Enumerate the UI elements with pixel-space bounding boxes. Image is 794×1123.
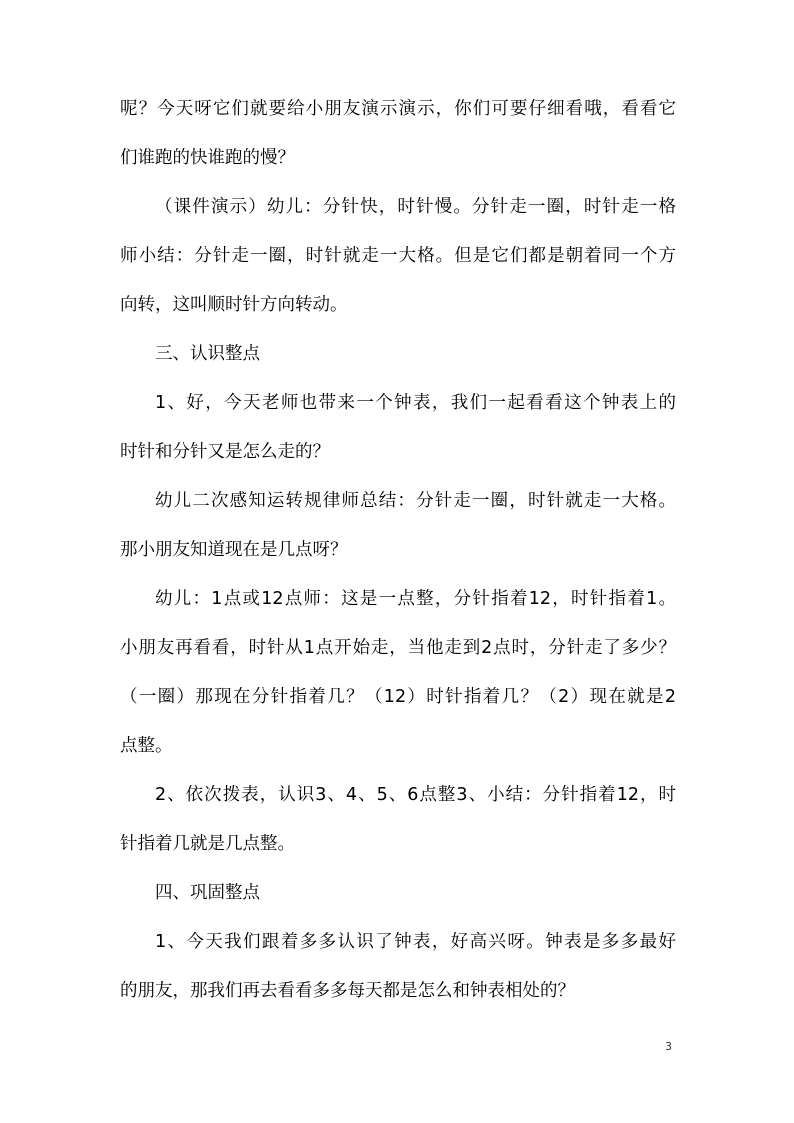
paragraph-line: 时针和分针又是怎么走的？ <box>120 442 330 462</box>
paragraph-line: 的朋友，那我们再去看看多多每天都是怎么和钟表相处的？ <box>120 981 575 1001</box>
paragraph-line: 1、今天我们跟着多多认识了钟表，好高兴呀。钟表是多多最好 <box>155 932 676 952</box>
paragraph-line: 那小朋友知道现在是几点呀？ <box>120 540 348 560</box>
page-number: 3 <box>665 1040 672 1053</box>
paragraph-line: 2、依次拨表，认识3、4、5、6点整3、小结：分针指着12，时 <box>155 785 676 805</box>
paragraph-line: 师小结：分针走一圈，时针就走一大格。但是它们都是朝着同一个方 <box>120 246 676 266</box>
paragraph-line: 点整。 <box>120 736 173 756</box>
paragraph-line: 向转，这叫顺时针方向转动。 <box>120 295 348 315</box>
paragraph-line: 们谁跑的快谁跑的慢？ <box>120 148 295 168</box>
paragraph-line: 小朋友再看看，时针从1点开始走，当他走到2点时，分针走了多少？ <box>120 638 676 658</box>
paragraph-line: 幼儿二次感知运转规律师总结：分针走一圈，时针就走一大格。 <box>155 491 676 511</box>
section-heading: 四、巩固整点 <box>155 883 260 903</box>
section-heading: 三、认识整点 <box>155 344 260 364</box>
paragraph-line: 针指着几就是几点整。 <box>120 834 295 854</box>
paragraph-line: （一圈）那现在分针指着几？（12）时针指着几？（2）现在就是2 <box>120 687 676 707</box>
paragraph-line: 1、好，今天老师也带来一个钟表，我们一起看看这个钟表上的 <box>155 393 676 413</box>
paragraph-line: 呢？今天呀它们就要给小朋友演示演示，你们可要仔细看哦，看看它 <box>120 99 676 119</box>
paragraph-line: （课件演示）幼儿：分针快，时针慢。分针走一圈，时针走一格 <box>155 197 676 217</box>
paragraph-line: 幼儿：1点或12点师：这是一点整，分针指着12，时针指着1。 <box>155 589 676 609</box>
